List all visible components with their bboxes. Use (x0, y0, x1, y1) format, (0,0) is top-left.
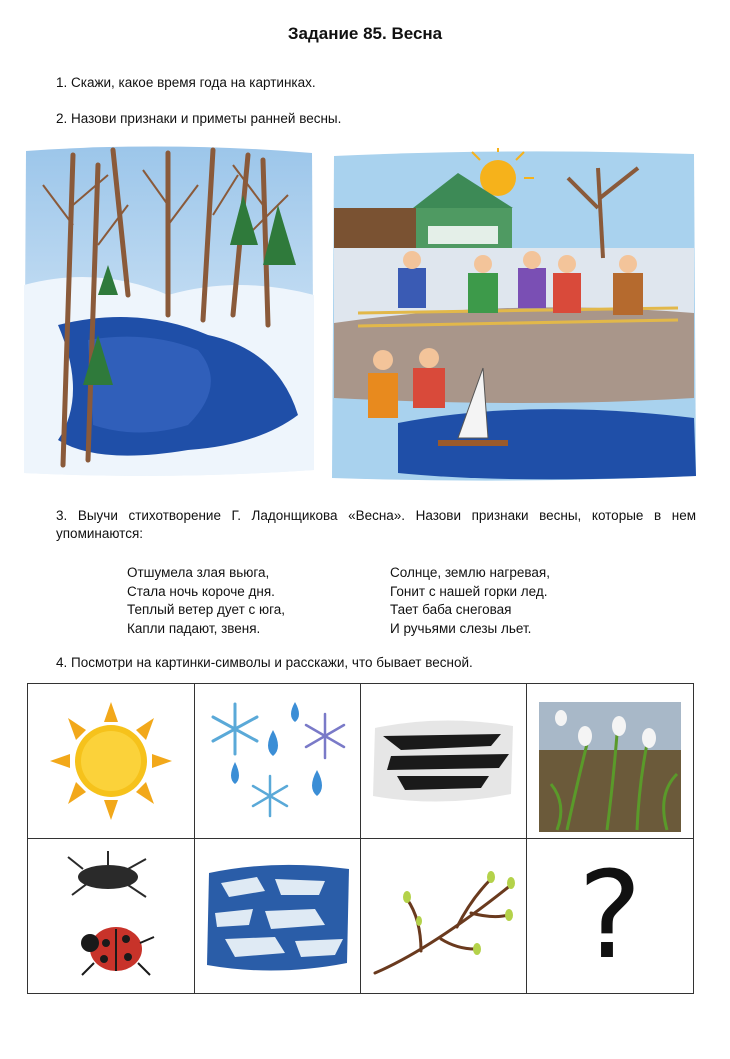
budding-branch-icon (361, 839, 527, 993)
poem-line: Гонит с нашей горки лед. (390, 583, 548, 599)
page-title: Задание 85. Весна (287, 24, 443, 43)
question-mark: ? (578, 847, 642, 986)
task-1: 1. Скажи, какое время года на картинках. (56, 75, 316, 90)
poem-line: Тает баба снеговая (390, 602, 512, 617)
ice-floes-icon (195, 839, 361, 993)
snowdrops-icon (527, 684, 693, 838)
beetle-and-ladybug-icon (28, 839, 194, 993)
poem-line: Отшумела злая вьюга, (127, 565, 270, 580)
thawed-patch-icon (361, 684, 527, 838)
winter-forest-picture (18, 145, 318, 480)
poem-line: Стала ночь короче дня. (127, 583, 275, 599)
poem-right-stanza (390, 564, 550, 638)
poem-line: Теплый ветер дует с юга, (127, 602, 286, 617)
task-4: 4. Посмотри на картинки-символы и расскажи, что бывает весной. (56, 655, 473, 670)
sun-icon (28, 684, 194, 838)
snow-and-drops-icon (195, 684, 361, 838)
poem-line: Солнце, землю нагревая, (390, 565, 550, 580)
poem-left-stanza (127, 564, 285, 638)
symbol-grid (27, 683, 694, 994)
spring-children-picture (328, 148, 700, 483)
task-2: 2. Назови признаки и приметы ранней весны. (56, 111, 342, 126)
task-3: 3. Выучи стихотворение Г. Ладонщикова «Весна». Назови признаки весны, которые в нем упоминаются: (56, 508, 696, 541)
poem-line: Капли падают, звеня. (127, 620, 261, 636)
question-mark-icon (527, 839, 693, 993)
poem-line: И ручьями слезы льет. (390, 620, 532, 636)
